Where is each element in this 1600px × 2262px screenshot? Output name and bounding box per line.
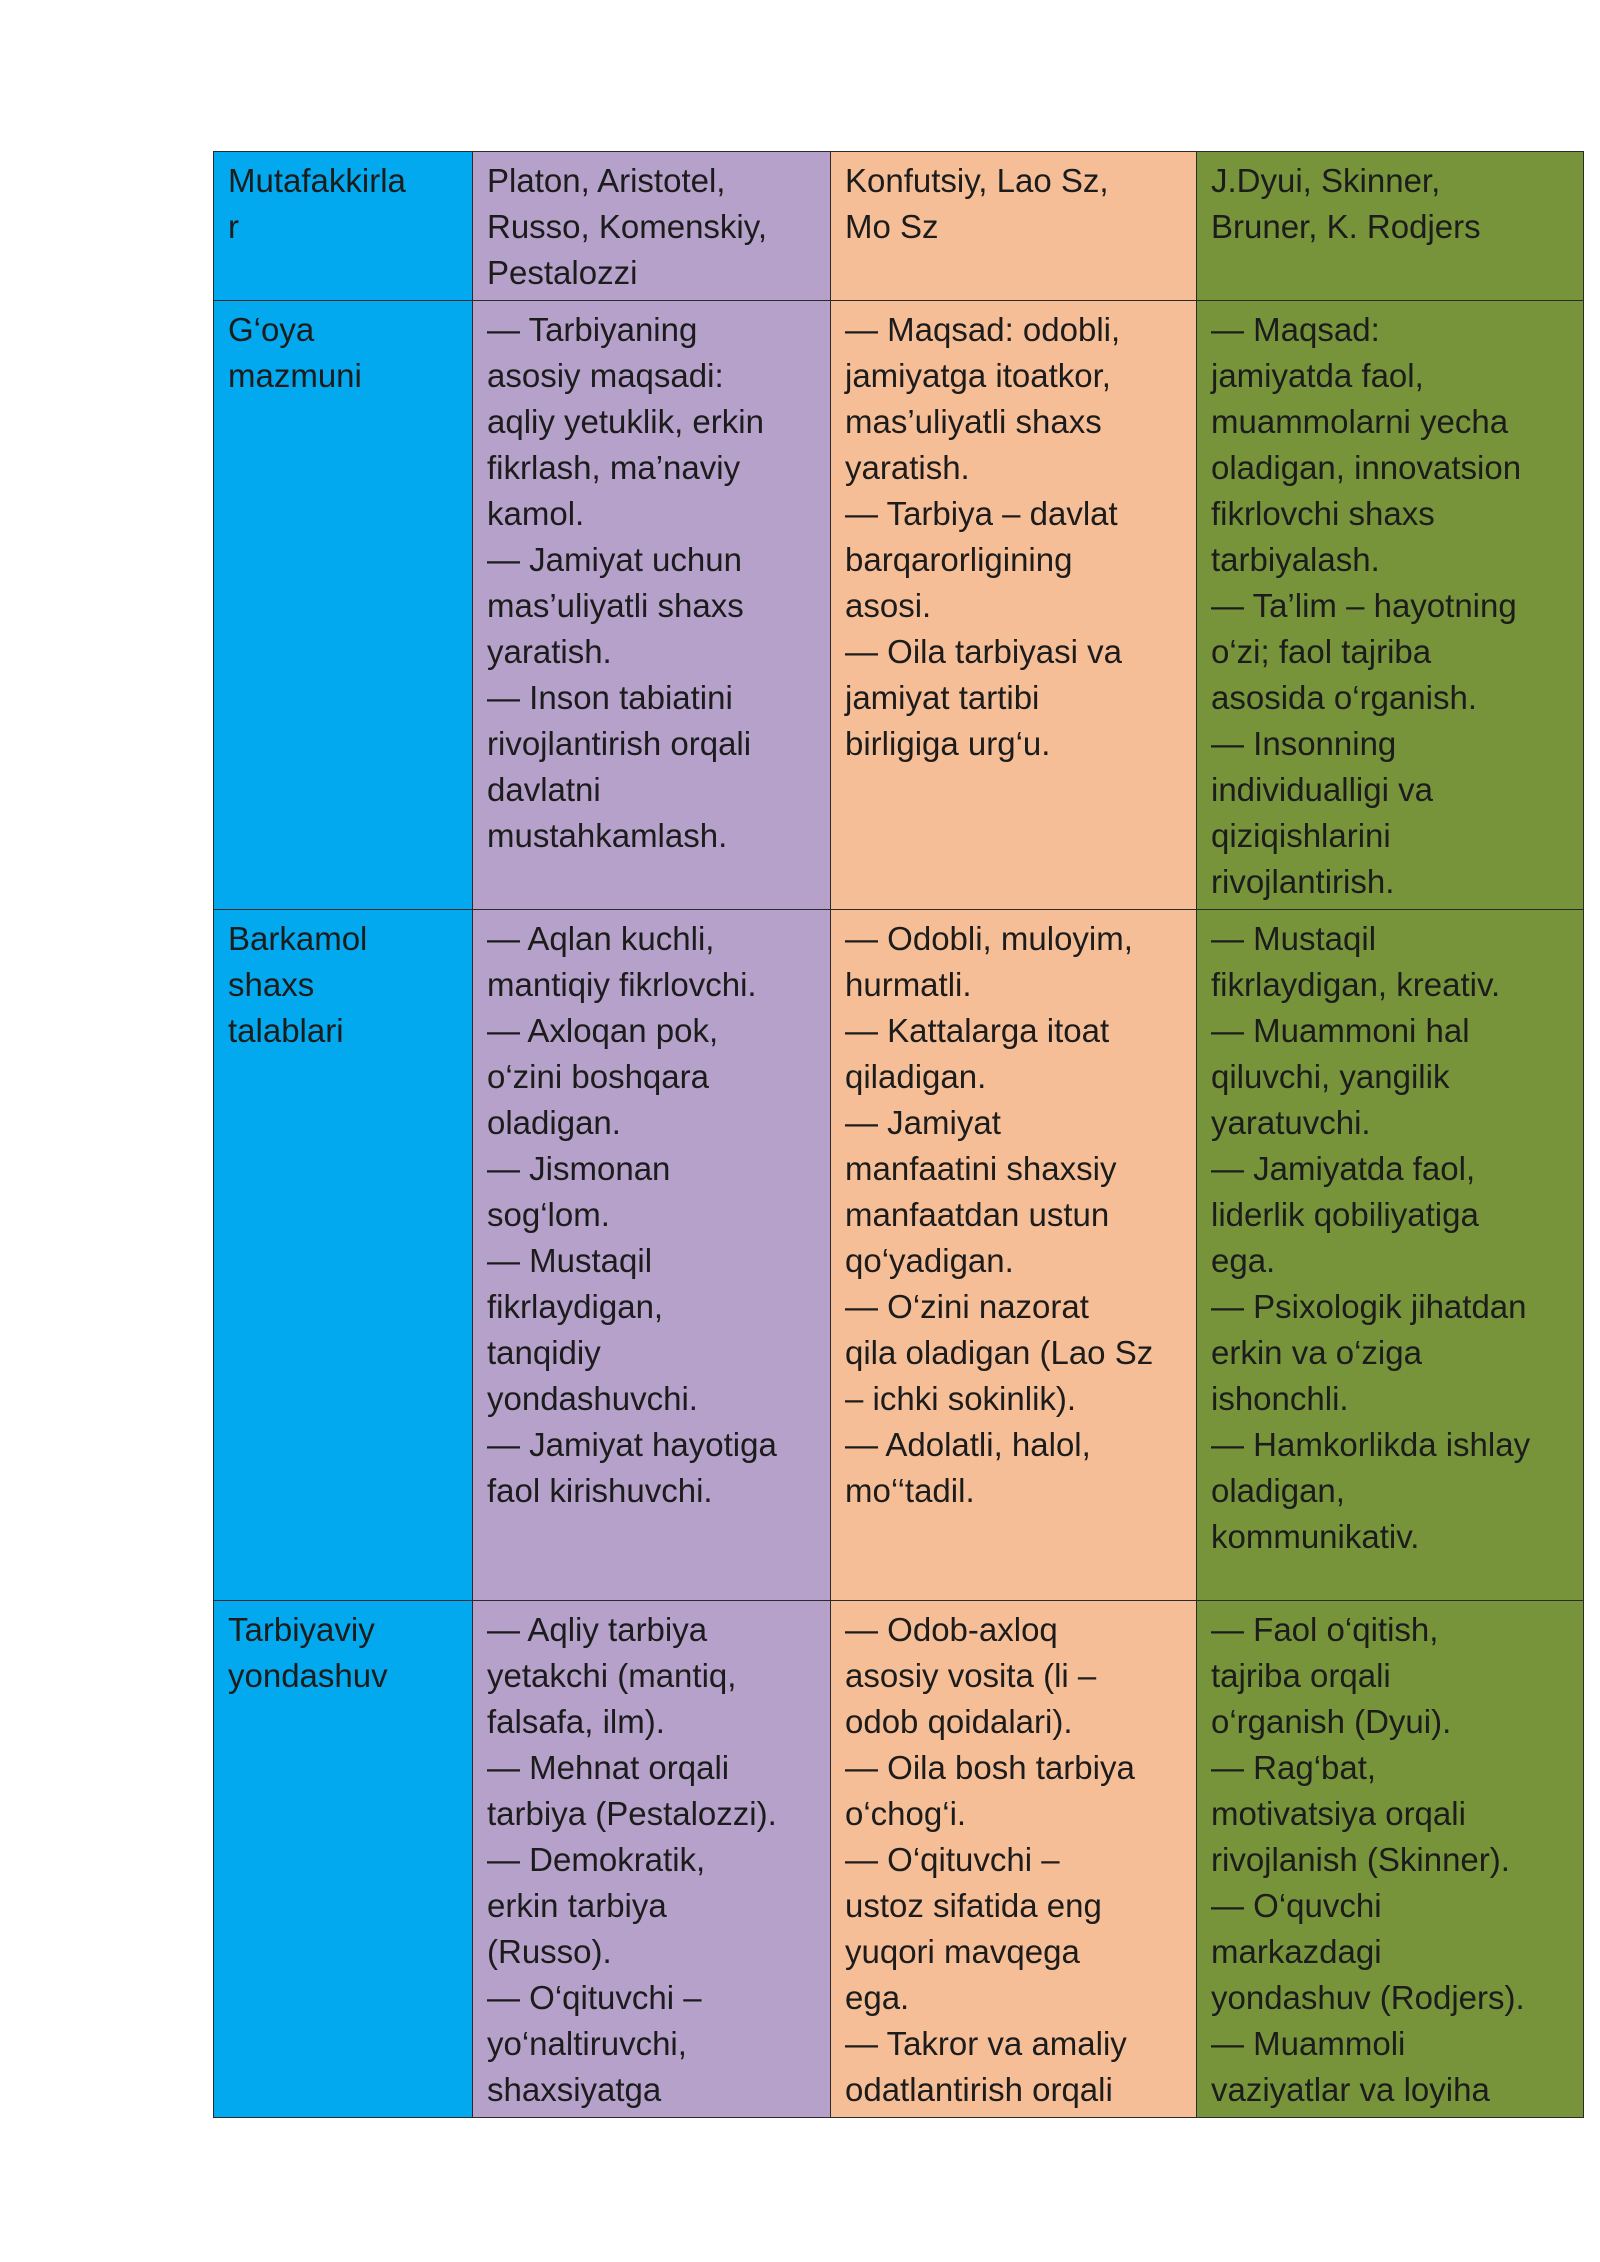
cell-modern-idea: — Maqsad: jamiyatda faol, muammolarni yecha oladigan, innovatsion fikrlovchi shaxs tarbiyalash. — Ta’lim – hayotning o‘zi; faol tajriba asosida o‘rganish. — Insonning individualligi va qiziqishlarini rivojlantirish. [1197, 301, 1584, 910]
table-row-educational-approach [214, 1601, 1584, 2118]
cell-modern-approach: — Faol o‘qitish, tajriba orqali o‘rganish (Dyui). — Rag‘bat, motivatsiya orqali rivojlanish (Skinner). — O‘quvchi markazdagi yondashuv (Rodjers). — Muammoli vaziyatlar va loyiha [1197, 1601, 1584, 2118]
cell-modern-requirements: — Mustaqil fikrlaydigan, kreativ. — Muammoni hal qiluvchi, yangilik yaratuvchi. — Jamiyatda faol, liderlik qobiliyatiga ega. — Psixologik jihatdan erkin va o‘ziga ishonchli. — Hamkorlikda ishlay oladigan, kommunikativ. [1197, 910, 1584, 1601]
cell-eastern-thinkers: Konfutsiy, Lao Sz, Mo Sz [831, 152, 1197, 301]
row-header-idea-content: G‘oya mazmuni [214, 301, 473, 910]
cell-western-thinkers: Platon, Aristotel, Russo, Komenskiy, Pestalozzi [473, 152, 831, 301]
cell-eastern-idea: — Maqsad: odobli, jamiyatga itoatkor, mas’uliyatli shaxs yaratish. — Tarbiya – davlat barqarorligining asosi. — Oila tarbiyasi va jamiyat tartibi birligiga urg‘u. [831, 301, 1197, 910]
table-row-idea-content [214, 301, 1584, 910]
table-row-thinkers [214, 152, 1584, 301]
table-row-person-requirements [214, 910, 1584, 1601]
comparison-table [213, 151, 1584, 2118]
row-header-person-requirements: Barkamol shaxs talablari [214, 910, 473, 1601]
cell-eastern-approach: — Odob-axloq asosiy vosita (li – odob qoidalari). — Oila bosh tarbiya o‘chog‘i. — O‘qituvchi – ustoz sifatida eng yuqori mavqega ega. — Takror va amaliy odatlantirish orqali [831, 1601, 1197, 2118]
cell-eastern-requirements: — Odobli, muloyim, hurmatli. — Kattalarga itoat qiladigan. — Jamiyat manfaatini shaxsiy manfaatdan ustun qo‘yadigan. — O‘zini nazorat qila oladigan (Lao Sz – ichki sokinlik). — Adolatli, halol, mo‘‘tadil. [831, 910, 1197, 1601]
row-header-thinkers: Mutafakkirla r [214, 152, 473, 301]
cell-western-approach: — Aqliy tarbiya yetakchi (mantiq, falsafa, ilm). — Mehnat orqali tarbiya (Pestalozzi). — Demokratik, erkin tarbiya (Russo). — O‘qituvchi – yo‘naltiruvchi, shaxsiyatga [473, 1601, 831, 2118]
row-header-educational-approach: Tarbiyaviy yondashuv [214, 1601, 473, 2118]
cell-modern-thinkers: J.Dyui, Skinner, Bruner, K. Rodjers [1197, 152, 1584, 301]
cell-western-requirements: — Aqlan kuchli, mantiqiy fikrlovchi. — Axloqan pok, o‘zini boshqara oladigan. — Jismonan sog‘lom. — Mustaqil fikrlaydigan, tanqidiy yondashuvchi. — Jamiyat hayotiga faol kirishuvchi. [473, 910, 831, 1601]
cell-western-idea: — Tarbiyaning asosiy maqsadi: aqliy yetuklik, erkin fikrlash, ma’naviy kamol. — Jamiyat uchun mas’uliyatli shaxs yaratish. — Inson tabiatini rivojlantirish orqali davlatni mustahkamlash. [473, 301, 831, 910]
